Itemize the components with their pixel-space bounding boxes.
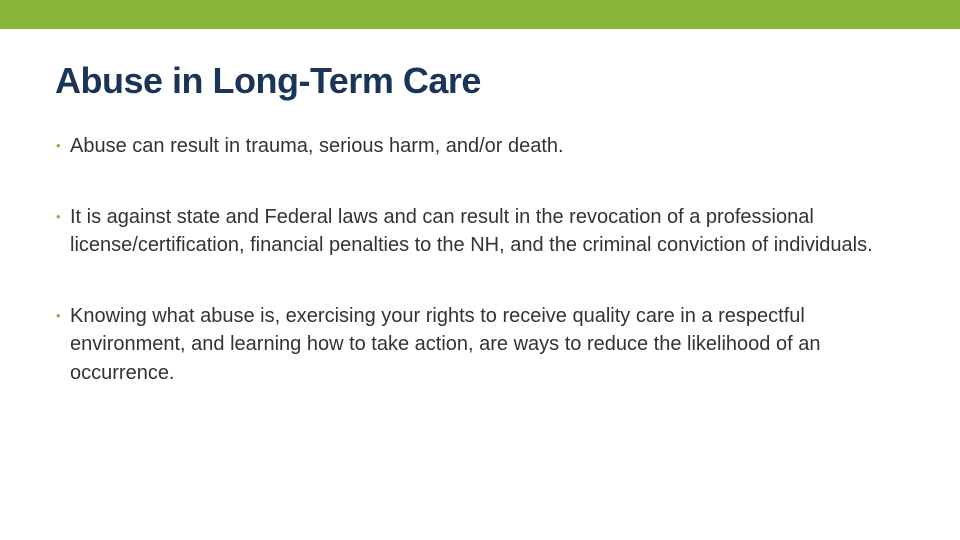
top-accent-bar	[0, 0, 960, 29]
bullet-item	[55, 132, 915, 161]
bullet-item	[55, 302, 915, 388]
slide-title: Abuse in Long-Term Care	[55, 60, 481, 101]
bullet-text: It is against state and Federal laws and can result in the revocation of a professional license/certification, financial penalties to the NH, and the criminal conviction of individuals.	[70, 205, 873, 256]
bullet-marker: •	[56, 208, 61, 224]
bullet-text: Knowing what abuse is, exercising your rights to receive quality care in a respectful environment, and learning how to take action, are ways to reduce the likelihood of an occurrence.	[70, 304, 821, 384]
bullet-text: Abuse can result in trauma, serious harm, and/or death.	[70, 135, 564, 157]
bullet-marker: •	[56, 138, 61, 153]
bullet-list	[55, 132, 915, 387]
bullet-item	[55, 203, 915, 260]
bullet-marker: •	[56, 307, 61, 323]
